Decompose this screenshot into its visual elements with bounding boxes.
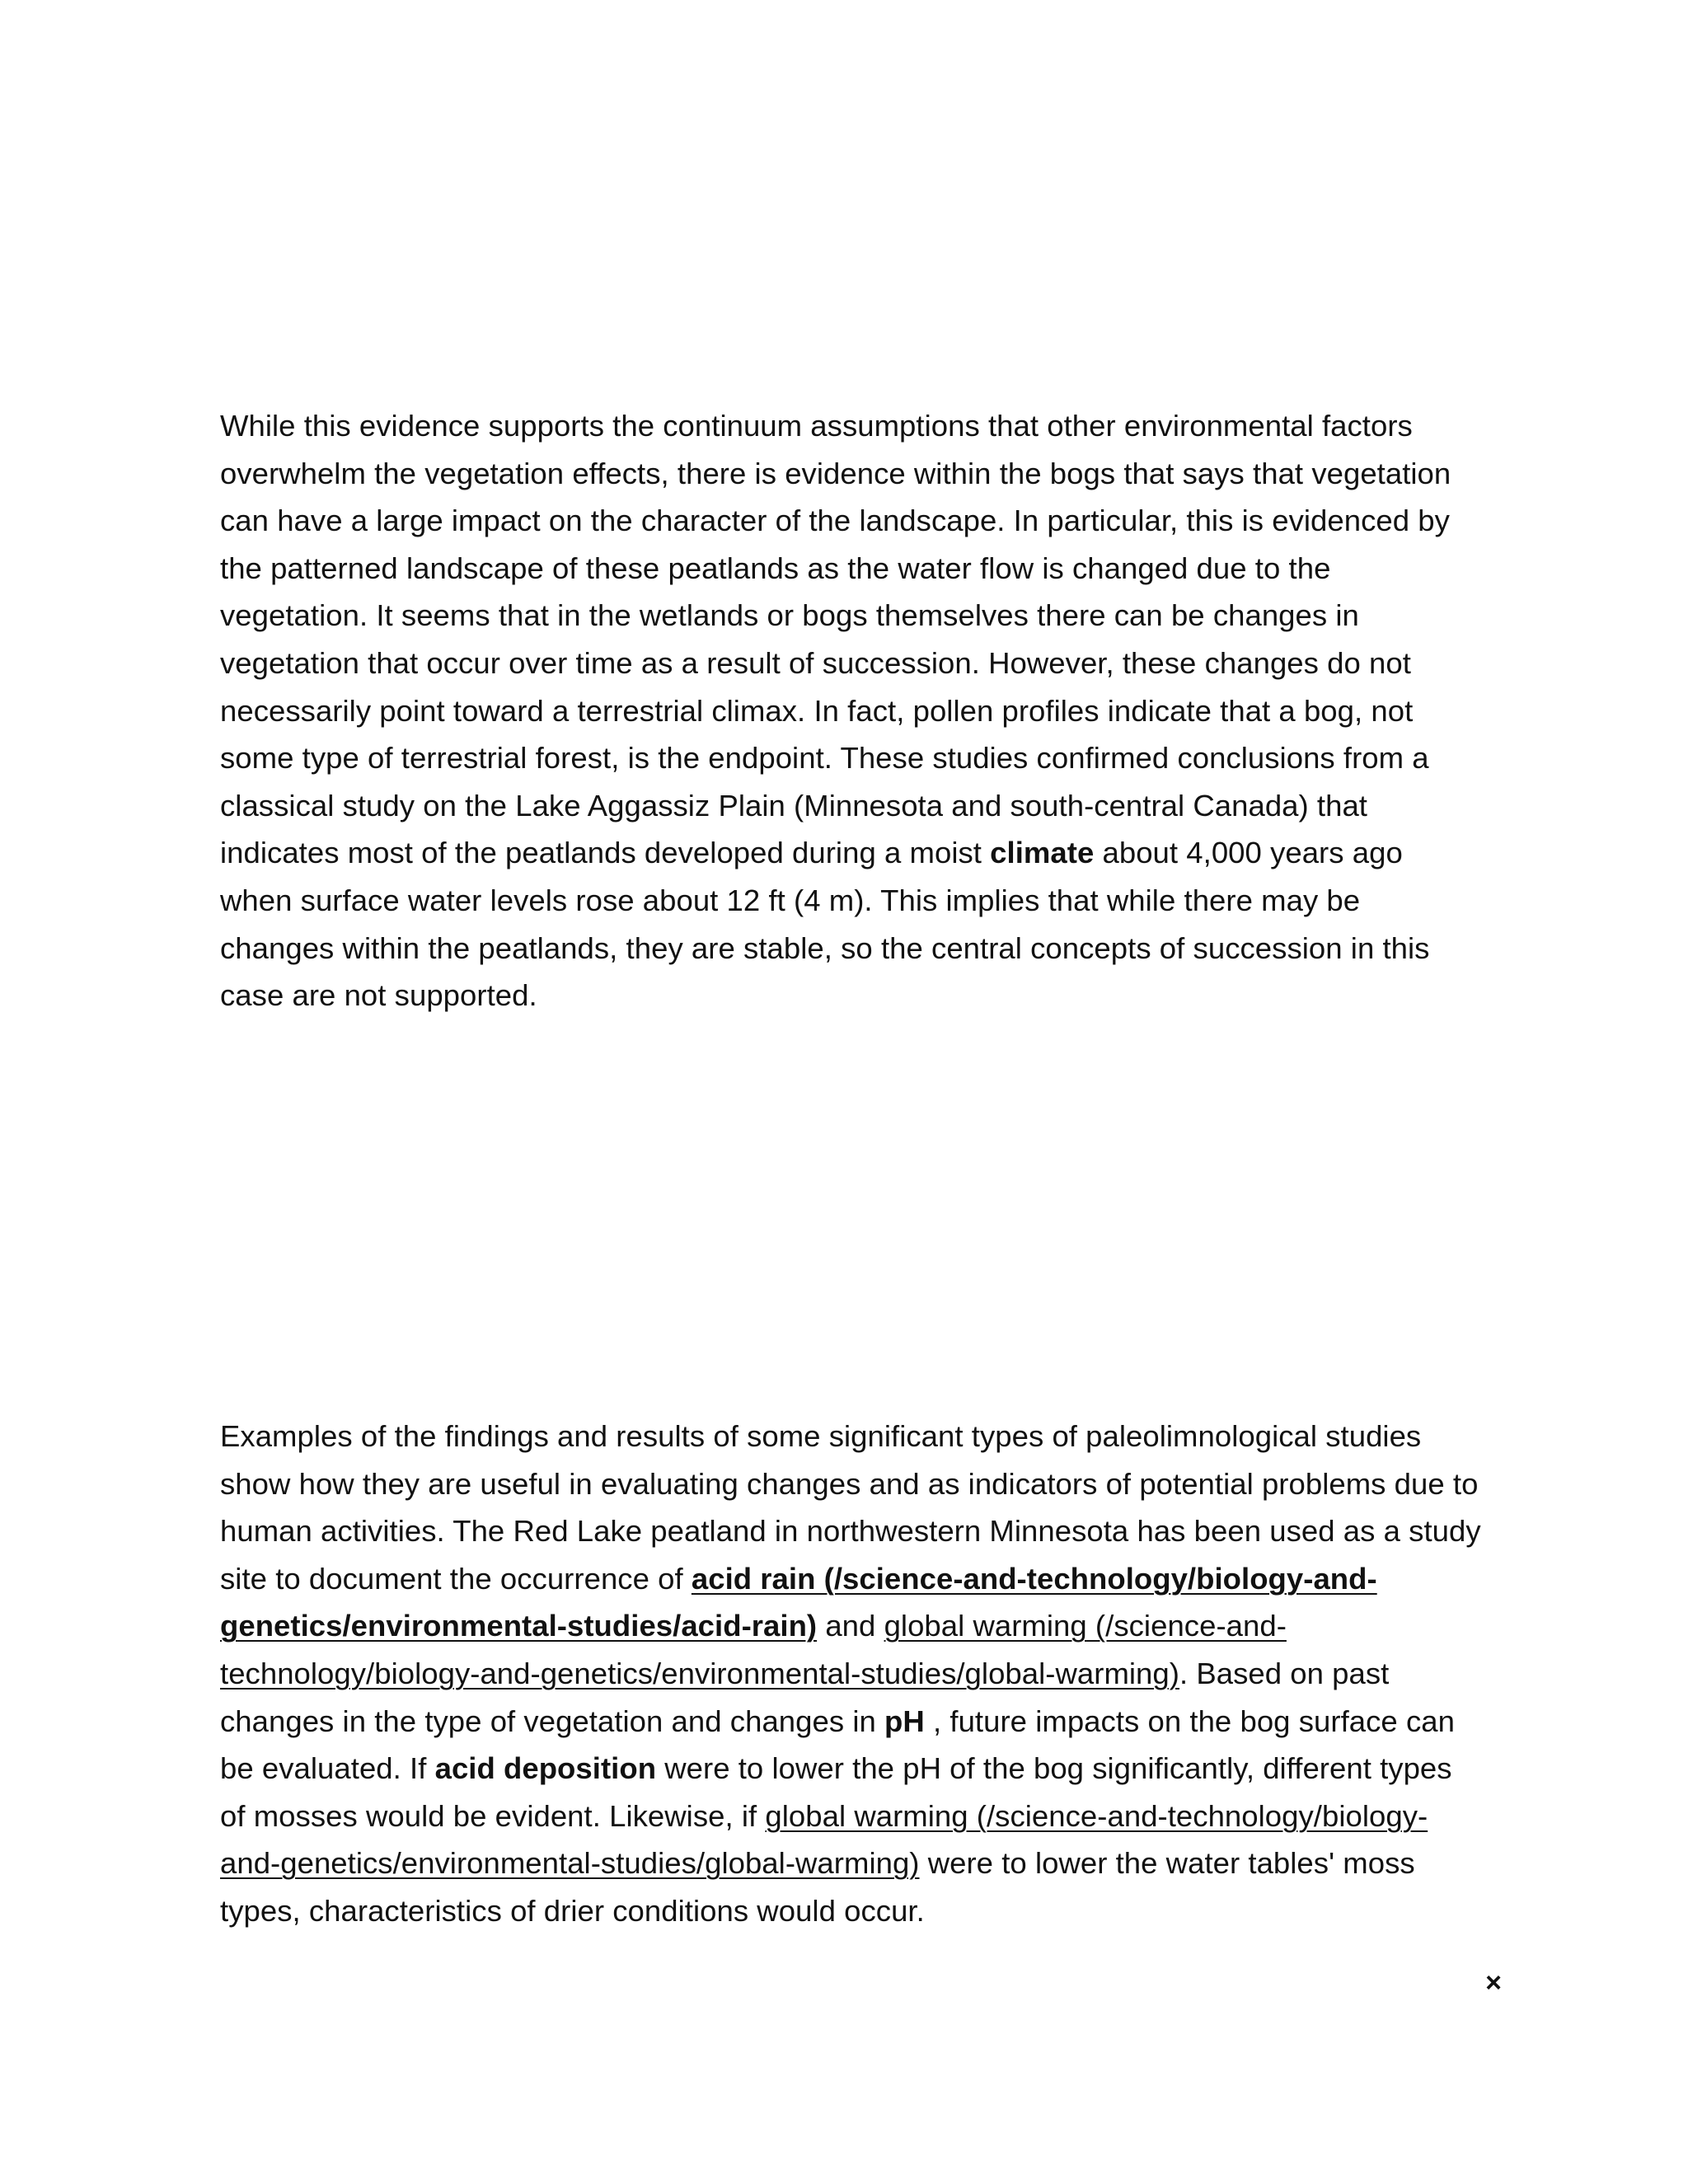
paragraph-paleolimnological-studies	[220, 1413, 1481, 1935]
paragraph-text: and	[817, 1609, 884, 1643]
close-button[interactable]	[1477, 1966, 1510, 1999]
term-climate: climate	[990, 836, 1095, 870]
paragraph-text: about 4,000 years ago when surface water levels rose about 12 ft (4 m). This implies that while there may be changes within the peatlands, they are stable, so the central concepts of succession in this case are not supported.	[220, 836, 1430, 1013]
term-ph: pH	[884, 1704, 925, 1738]
paragraph-text: Examples of the findings and results of some significant types of paleolimnological studies show how they are useful in evaluating changes and as indicators of potential problems due to human activities. The Red Lake peatland in northwestern Minnesota has been used as a study site to document the occurrence of	[220, 1419, 1481, 1596]
paragraph-text: were to lower the pH of the bog significantly, different types of mosses would be evident. Likewise, if	[220, 1751, 1452, 1833]
paragraph-text: , future impacts on the bog surface can be evaluated. If	[220, 1704, 1455, 1786]
global-warming-link-2[interactable]: global warming (/science-and-technology/biology-and-genetics/environmental-studies/global-warming)	[220, 1798, 1428, 1881]
paragraph-text: . Based on past changes in the type of vegetation and changes in	[220, 1656, 1390, 1738]
term-acid-deposition: acid deposition	[434, 1751, 657, 1786]
close-icon[interactable]: ×	[1485, 1967, 1502, 1999]
paragraph-text: were to lower the water tables' moss types, characteristics of drier conditions would occur.	[220, 1846, 1415, 1928]
acid-rain-link[interactable]: acid rain (/science-and-technology/biology-and-genetics/environmental-studies/acid-rain)	[220, 1561, 1377, 1643]
paragraph-bog-succession	[220, 402, 1481, 1019]
global-warming-link[interactable]: global warming (/science-and-technology/biology-and-genetics/environmental-studies/global-warming)	[220, 1609, 1287, 1690]
paragraph-text: While this evidence supports the continuum assumptions that other environmental factors overwhelm the vegetation effects, there is evidence within the bogs that says that vegetation can have a large impact on the character of the landscape. In particular, this is evidenced by the patterned landscape of these peatlands as the water flow is changed due to the vegetation. It seems that in the wetlands or bogs themselves there can be changes in vegetation that occur over time as a result of succession. However, these changes do not necessarily point toward a terrestrial climax. In fact, pollen profiles indicate that a bog, not some type of terrestrial forest, is the endpoint. These studies confirmed conclusions from a classical study on the Lake Aggassiz Plain (Minnesota and south-central Canada) that indicates most of the peatlands developed during a moist	[220, 409, 1451, 870]
